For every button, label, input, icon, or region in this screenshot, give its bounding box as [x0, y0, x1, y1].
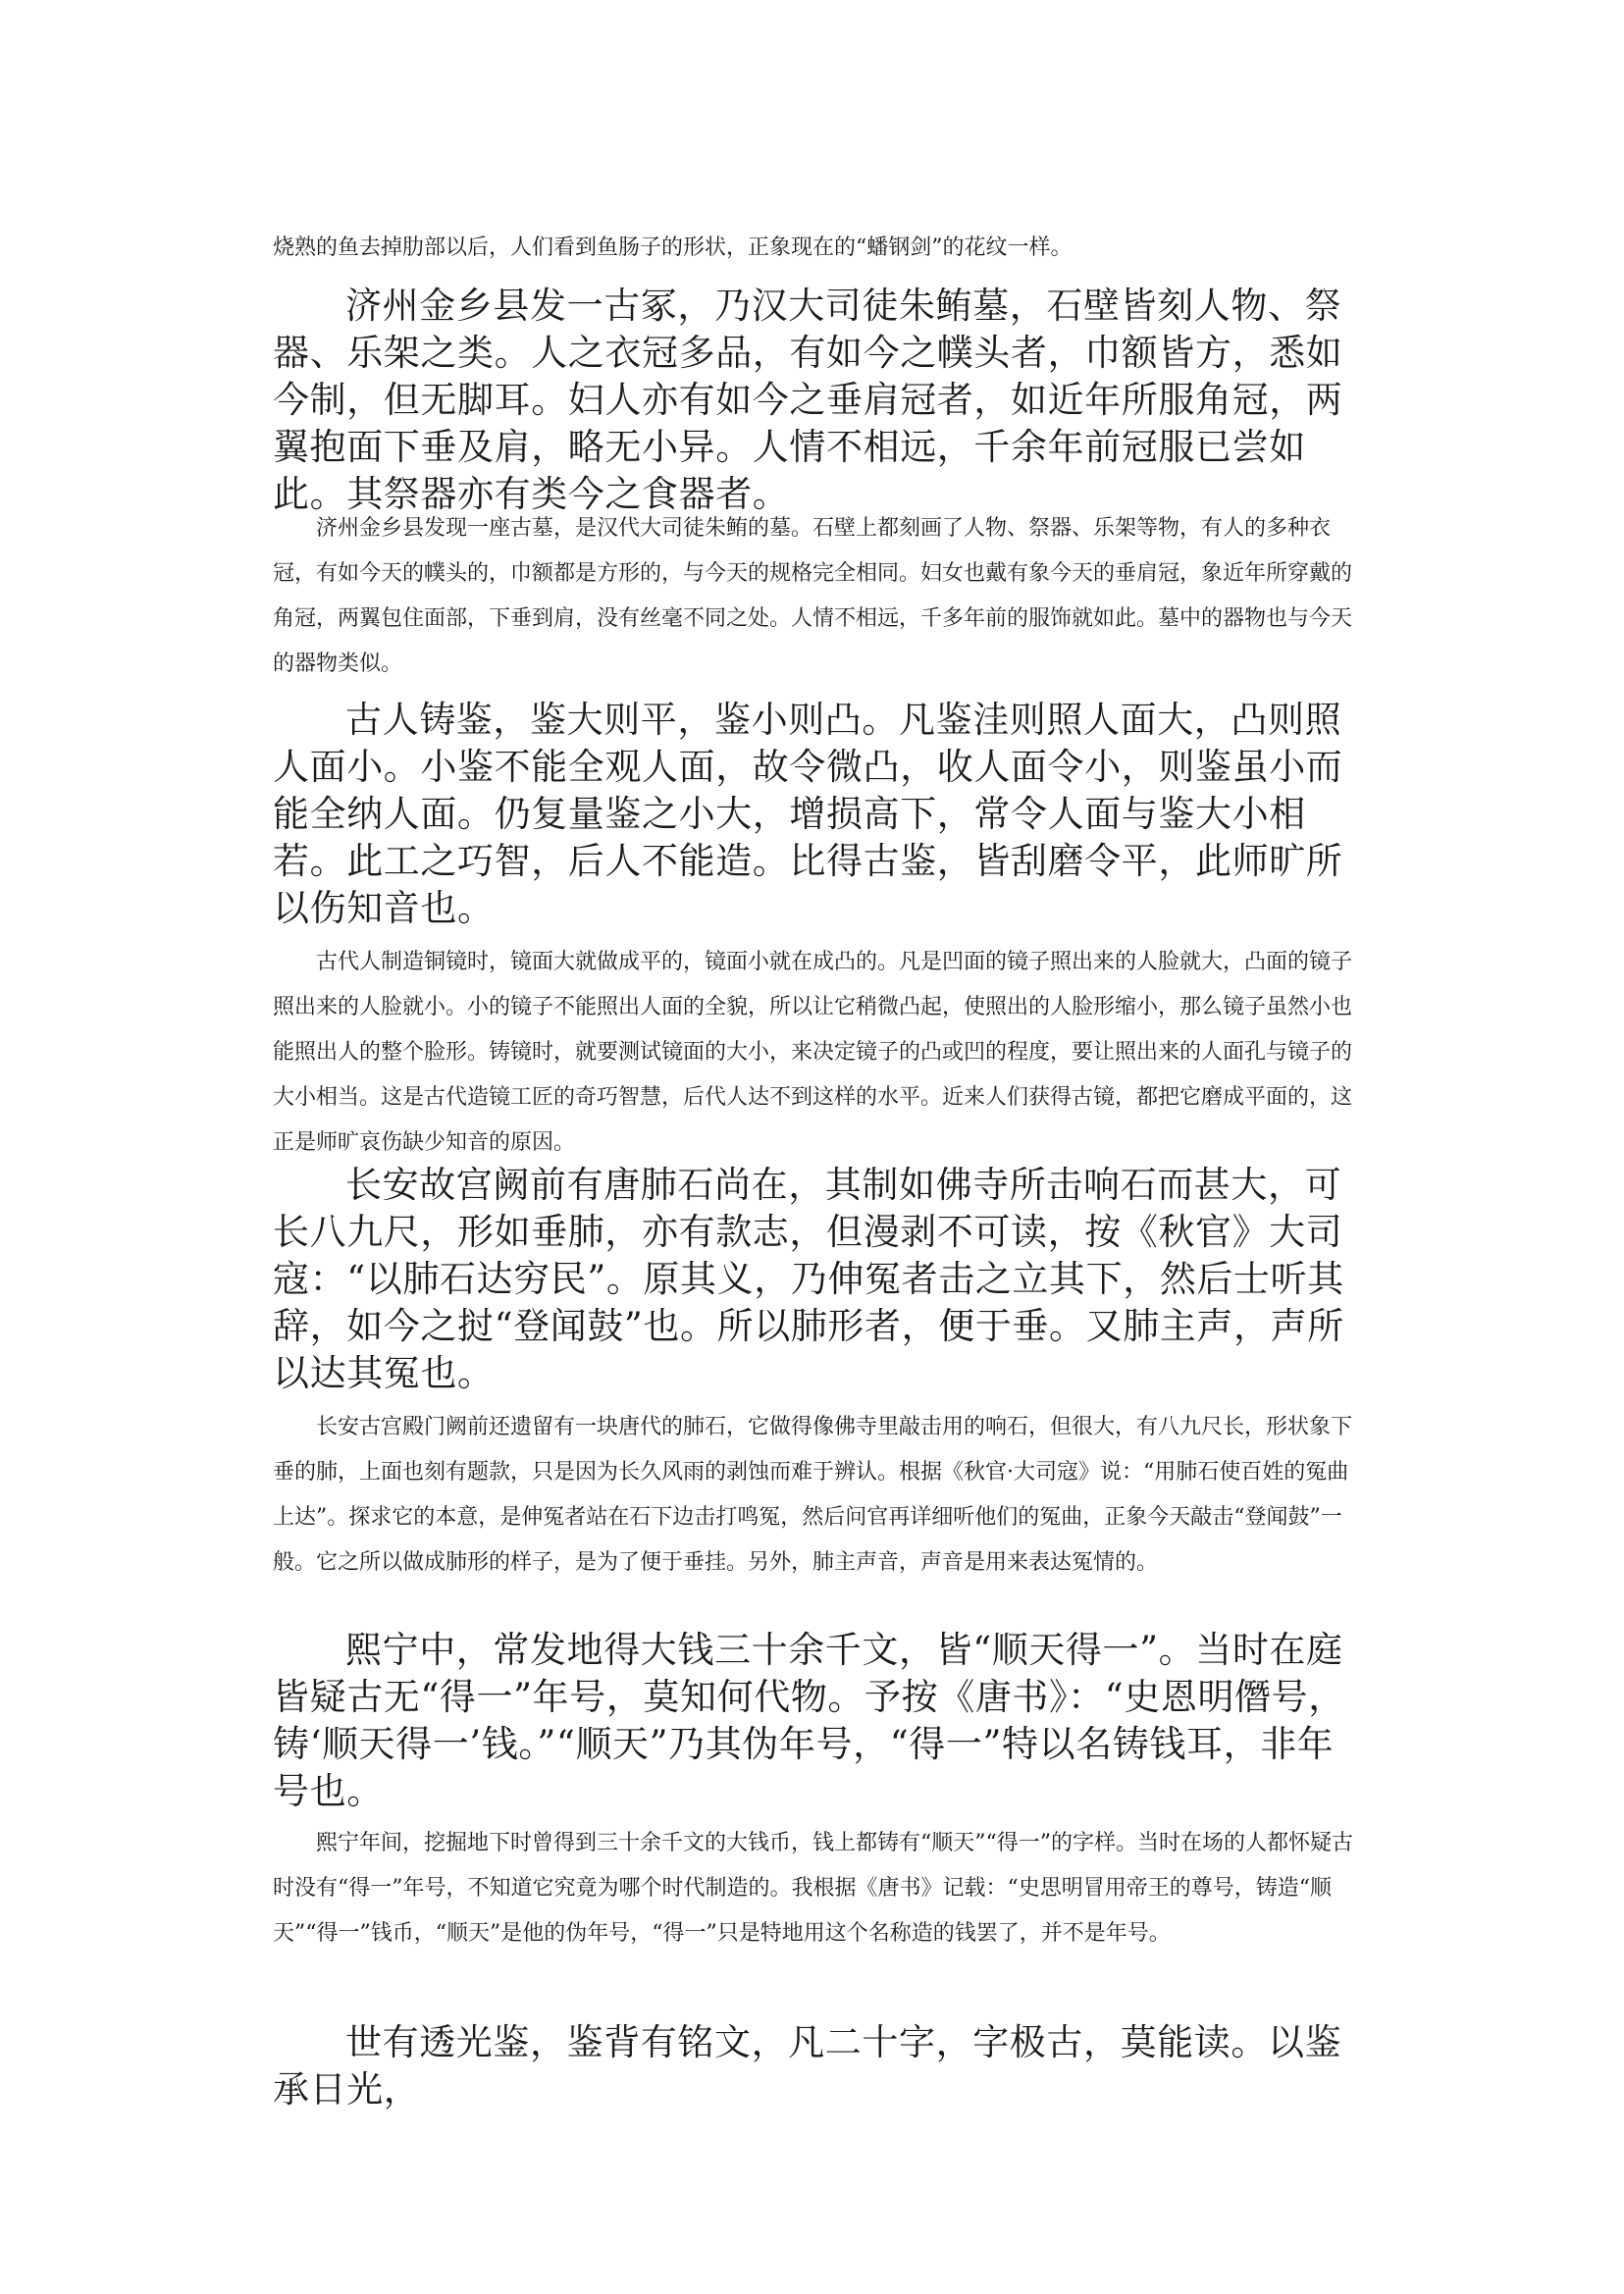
- classical-paragraph: 熙宁中，常发地得大钱三十余千文，皆“顺天得一”。当时在庭皆疑古无“得一”年号，莫知何代物。予按《唐书》：“史恩明僭号，铸‘顺天得一’钱。”“顺天”乃其伪年号，“得一”特以名铸钱耳，非年号也。: [273, 1629, 1345, 1812]
- translation-paragraph: 熙宁年间，挖掘地下时曾得到三十余千文的大钱币，钱上都铸有“顺天”“得一”的字样。当时在场的人都怀疑古时没有“得一”年号，不知道它究竟为哪个时代制造的。我根据《唐书》记载：“史思明冒用帝王的尊号，铸造“顺天”“得一”钱币，“顺天”是他的伪年号，“得一”只是特地用这个名称造的钱罢了，并不是年号。: [273, 1831, 1353, 1946]
- classical-paragraph: 济州金乡县发一古冢，乃汉大司徒朱鲔墓，石壁皆刻人物、祭器、乐架之类。人之衣冠多品，有如今之幞头者，巾额皆方，悉如今制，但无脚耳。妇人亦有如今之垂肩冠者，如近年所服角冠，两翼抱面下垂及肩，略无小异。人情不相远，千余年前冠服已尝如此。其祭器亦有类今之食器者。: [273, 285, 1343, 515]
- translation-paragraph: 古代人制造铜镜时，镜面大就做成平的，镜面小就在成凸的。凡是凹面的镜子照出来的人脸就大，凸面的镜子照出来的人脸就小。小的镜子不能照出人面的全貌，所以让它稍微凸起，使照出的人脸形缩小，那么镜子虽然小也能照出人的整个脸形。铸镜时，就要测试镜面的大小，来决定镜子的凸或凹的程度，要让照出来的人面孔与镜子的大小相当。这是古代造镜工匠的奇巧智慧，后代人达不到这样的水平。近来人们获得古镜，都把它磨成平面的，这正是师旷哀伤缺少知音的原因。: [273, 950, 1353, 1155]
- translation-paragraph: 济州金乡县发现一座古墓，是汉代大司徒朱鲔的墓。石壁上都刻画了人物、祭器、乐架等物，有人的多种衣冠，有如今天的幞头的，巾额都是方形的，与今天的规格完全相同。妇女也戴有象今天的垂肩冠，象近年所穿戴的角冠，两翼包住面部，下垂到肩，没有丝毫不同之处。人情不相远，千多年前的服饰就如此。墓中的器物也与今天的器物类似。: [273, 516, 1353, 676]
- translation-paragraph: 烧熟的鱼去掉肋部以后，人们看到鱼肠子的形状，正象现在的“蟠钢剑”的花纹一样。: [273, 235, 1073, 260]
- classical-paragraph: 古人铸鉴，鉴大则平，鉴小则凸。凡鉴洼则照人面大，凸则照人面小。小鉴不能全观人面，故令微凸，收人面令小，则鉴虽小而能全纳人面。仍复量鉴之小大，增损高下，常令人面与鉴大小相若。此工之巧智，后人不能造。比得古鉴，皆刮磨令平，此师旷所以伤知音也。: [273, 699, 1343, 929]
- translation-paragraph: 长安古宫殿门阙前还遗留有一块唐代的肺石，它做得像佛寺里敲击用的响石，但很大，有八九尺长，形状象下垂的肺，上面也刻有题款，只是因为长久风雨的剥蚀而难于辨认。根据《秋官·大司寇》说：“用肺石使百姓的冤曲上达”。探求它的本意，是伸冤者站在石下边击打鸣冤，然后问官再详细听他们的冤曲，正象今天敲击“登闻鼓”一般。它之所以做成肺形的样子，是为了便于垂挂。另外，肺主声音，声音是用来表达冤情的。: [273, 1415, 1353, 1575]
- classical-paragraph: 长安故宫阙前有唐肺石尚在，其制如佛寺所击响石而甚大，可长八九尺，形如垂肺，亦有款志，但漫剥不可读，按《秋官》大司寇：“以肺石达穷民”。原其义，乃伸冤者击之立其下，然后士听其辞，如今之挝“登闻鼓”也。所以肺形者，便于垂。又肺主声，声所以达其冤也。: [273, 1164, 1344, 1394]
- classical-paragraph: 世有透光鉴，鉴背有铭文，凡二十字，字极古，莫能读。以鉴承日光，: [273, 2021, 1342, 2111]
